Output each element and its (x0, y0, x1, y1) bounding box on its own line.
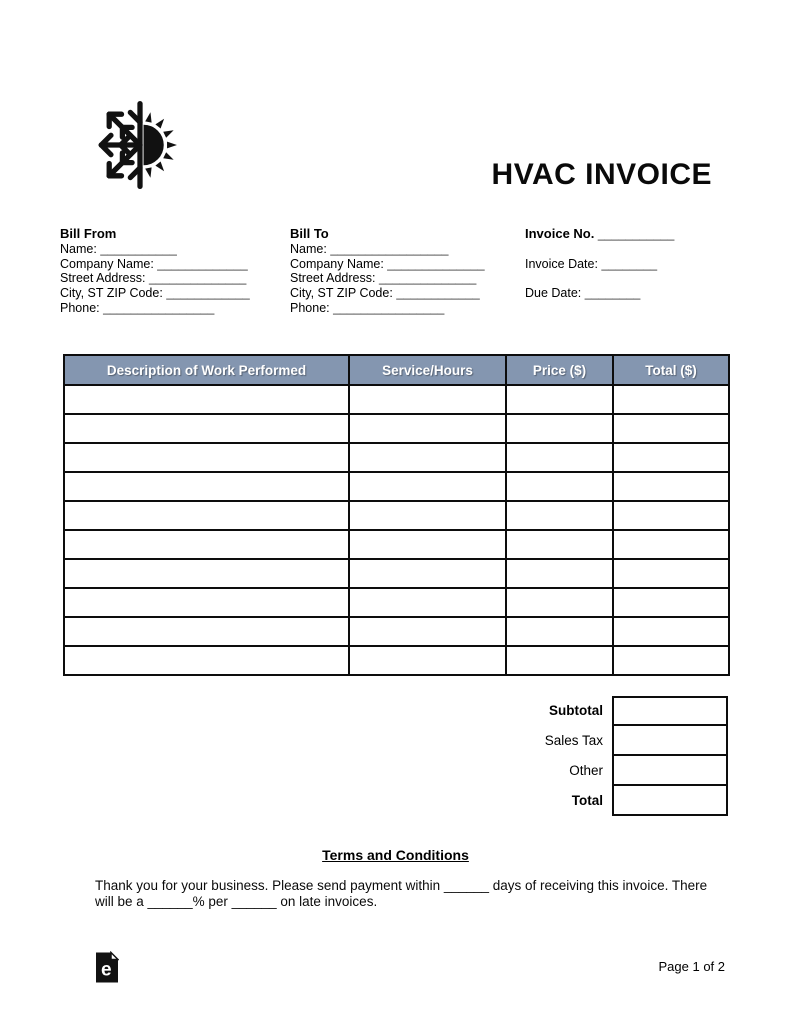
bill-from-phone-line: Phone: ________________ (60, 300, 215, 315)
bill-to-heading: Bill To (290, 226, 329, 241)
work-table-cell[interactable] (613, 646, 729, 675)
work-table-cell[interactable] (64, 414, 349, 443)
page-number-label: Page 1 of 2 (658, 959, 725, 974)
other-value-box[interactable] (612, 754, 728, 786)
summary-section (63, 696, 728, 816)
work-table-cell[interactable] (64, 530, 349, 559)
work-table-cell[interactable] (613, 530, 729, 559)
work-table-row (64, 530, 729, 559)
invoice-no-blank[interactable]: ___________ (597, 227, 675, 241)
work-table-cell[interactable] (613, 472, 729, 501)
total-row (63, 786, 728, 816)
work-table-cell[interactable] (613, 443, 729, 472)
bill-from-city-blank[interactable]: ____________ (166, 286, 250, 301)
bill-from-company-line: Company Name: _____________ (60, 256, 248, 271)
work-table-cell[interactable] (506, 385, 613, 414)
bill-from-city-line: City, ST ZIP Code: ____________ (60, 286, 250, 301)
invoice-meta-block (525, 227, 674, 301)
work-table-cell[interactable] (349, 472, 506, 501)
work-table-cell[interactable] (64, 559, 349, 588)
work-table-cell[interactable] (349, 588, 506, 617)
eforms-document-icon (95, 951, 119, 984)
due-date-line: Due Date: ________ (525, 286, 641, 301)
work-table-cell[interactable] (349, 443, 506, 472)
hvac-snowflake-sun-logo-icon (96, 100, 184, 190)
work-table-cell[interactable] (64, 588, 349, 617)
work-table-cell[interactable] (64, 443, 349, 472)
work-table-cell[interactable] (64, 385, 349, 414)
bill-from-name-blank[interactable]: ___________ (100, 241, 177, 256)
work-table-cell[interactable] (64, 646, 349, 675)
work-table-row (64, 385, 729, 414)
work-table-cell[interactable] (613, 588, 729, 617)
bill-to-phone-line: Phone: ________________ (290, 300, 445, 315)
work-table-cell[interactable] (506, 588, 613, 617)
other-row (63, 756, 728, 786)
work-table-cell[interactable] (613, 617, 729, 646)
bill-from-street-line: Street Address: ______________ (60, 271, 247, 286)
bill-to-city-line: City, ST ZIP Code: ____________ (290, 286, 480, 301)
bill-to-phone-blank[interactable]: ________________ (333, 300, 445, 315)
work-table-cell[interactable] (349, 530, 506, 559)
work-table-cell[interactable] (506, 472, 613, 501)
work-table-cell[interactable] (613, 501, 729, 530)
svg-text:e: e (101, 959, 112, 981)
work-table-header-cell: Total ($) (613, 355, 729, 385)
work-table-row (64, 588, 729, 617)
work-table-cell[interactable] (506, 559, 613, 588)
bill-to-street-line: Street Address: ______________ (290, 271, 477, 286)
work-table-cell[interactable] (613, 559, 729, 588)
bill-to-city-blank[interactable]: ____________ (396, 286, 480, 301)
bill-from-street-blank[interactable]: ______________ (148, 271, 247, 286)
work-table-cell[interactable] (506, 617, 613, 646)
work-table-header-cell: Description of Work Performed (64, 355, 349, 385)
subtotal-value-box[interactable] (612, 696, 728, 726)
invoice-date-line: Invoice Date: ________ (525, 256, 658, 271)
work-table-cell[interactable] (349, 414, 506, 443)
bill-from-company-blank[interactable]: _____________ (157, 256, 248, 271)
bill-to-street-blank[interactable]: ______________ (378, 271, 477, 286)
bill-from-block (60, 227, 250, 316)
work-table-row (64, 501, 729, 530)
bill-to-name-blank[interactable]: _________________ (330, 241, 449, 256)
work-table-cell[interactable] (613, 385, 729, 414)
bill-from-phone-blank[interactable]: ________________ (103, 300, 215, 315)
work-table-cell[interactable] (506, 646, 613, 675)
subtotal-row (63, 696, 728, 726)
work-items-table (63, 354, 730, 676)
total-value-box[interactable] (612, 784, 728, 816)
work-table-cell[interactable] (349, 385, 506, 414)
bill-to-company-blank[interactable]: ______________ (387, 256, 485, 271)
bill-to-block (290, 227, 485, 316)
work-table-header-cell: Service/Hours (349, 355, 506, 385)
sales-tax-value-box[interactable] (612, 724, 728, 756)
work-table-cell[interactable] (349, 559, 506, 588)
work-table-header-cell: Price ($) (506, 355, 613, 385)
subtotal-label: Subtotal (549, 703, 603, 718)
work-table-cell[interactable] (506, 530, 613, 559)
work-table-cell[interactable] (506, 501, 613, 530)
page-title: HVAC INVOICE (491, 158, 712, 191)
bill-to-company-line: Company Name: ______________ (290, 256, 485, 271)
work-table-cell[interactable] (64, 617, 349, 646)
work-table-row (64, 559, 729, 588)
terms-body: Thank you for your business. Please send payment within ______ days of receiving this invoice. There will be a ______% per ______ on late invoices. (95, 878, 708, 909)
bill-from-heading: Bill From (60, 226, 117, 241)
work-table-cell[interactable] (349, 501, 506, 530)
other-label: Other (569, 763, 603, 778)
work-table-row (64, 646, 729, 675)
work-table-row (64, 414, 729, 443)
work-table-cell[interactable] (506, 414, 613, 443)
invoice-no-line: Invoice No. ___________ (525, 226, 675, 241)
work-table-cell[interactable] (64, 472, 349, 501)
work-table-cell[interactable] (349, 646, 506, 675)
work-table-body (64, 385, 729, 675)
work-table-row (64, 443, 729, 472)
bill-from-name-line: Name: ___________ (60, 241, 177, 256)
work-table-cell[interactable] (64, 501, 349, 530)
work-table-header-row (64, 355, 729, 385)
work-table-row (64, 472, 729, 501)
bill-to-name-line: Name: _________________ (290, 241, 449, 256)
work-table-row (64, 617, 729, 646)
terms-heading: Terms and Conditions (322, 847, 469, 863)
sales-tax-label: Sales Tax (544, 733, 603, 748)
invoice-date-blank[interactable]: ________ (601, 256, 658, 271)
work-table-cell[interactable] (506, 443, 613, 472)
total-label: Total (571, 793, 603, 808)
sales-tax-row (63, 726, 728, 756)
work-table-cell[interactable] (349, 617, 506, 646)
work-table-cell[interactable] (613, 414, 729, 443)
due-date-blank[interactable]: ________ (584, 286, 641, 301)
